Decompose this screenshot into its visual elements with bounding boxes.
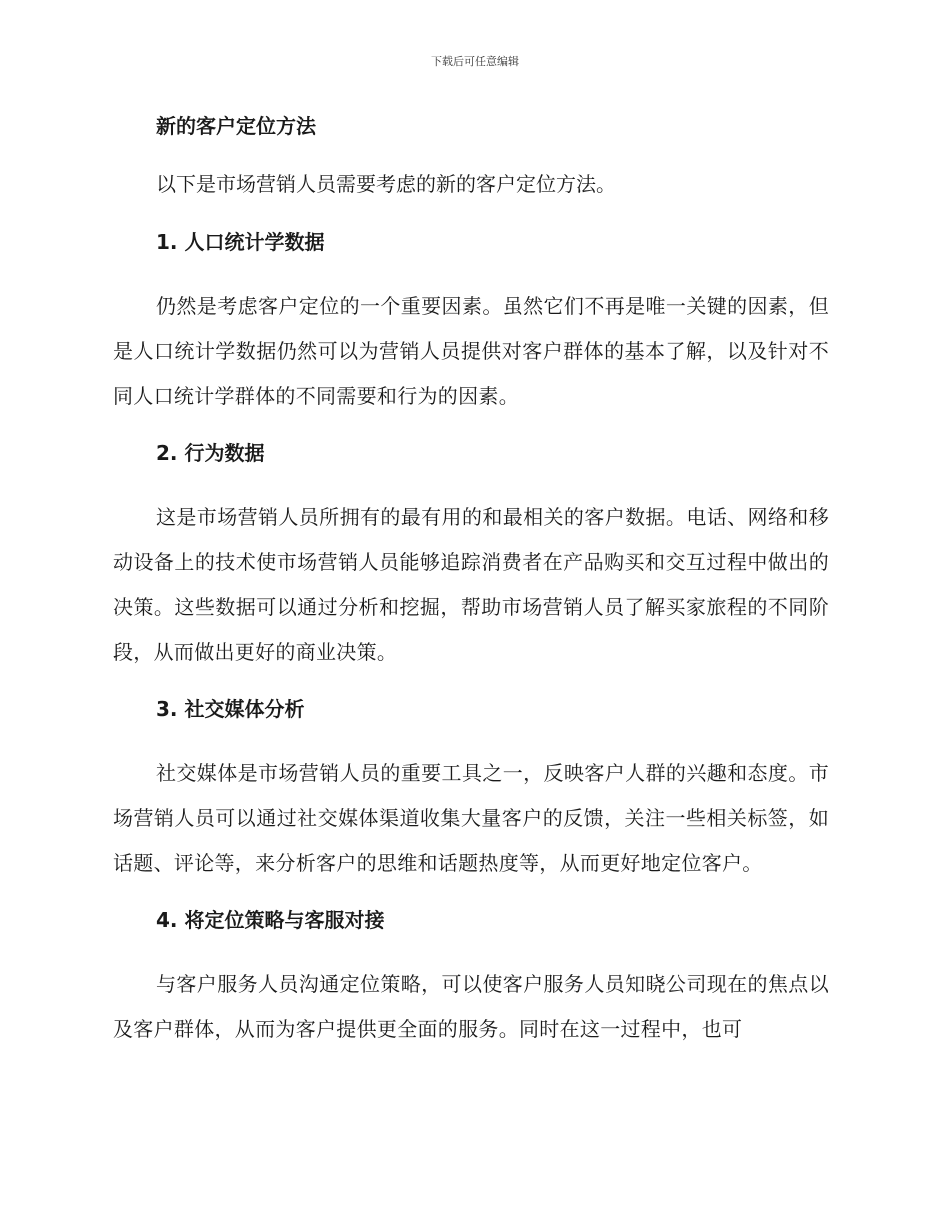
section-behavior-data bbox=[113, 437, 829, 675]
intro-paragraph: 以下是市场营销人员需要考虑的新的客户定位方法。 bbox=[156, 172, 616, 196]
section-paragraph: 与客户服务人员沟通定位策略，可以使客户服务人员知晓公司现在的焦点以及客户群体，从而为客户提供更全面的服务。同时在这一过程中，也可 bbox=[113, 972, 829, 1041]
section-social-media bbox=[113, 693, 829, 886]
section-heading: 4. 将定位策略与客服对接 bbox=[156, 908, 385, 932]
section-heading: 1. 人口统计学数据 bbox=[156, 230, 325, 254]
section-heading: 3. 社交媒体分析 bbox=[156, 697, 305, 721]
section-paragraph: 这是市场营销人员所拥有的最有用的和最相关的客户数据。电话、网络和移动设备上的技术使市场营销人员能够追踪消费者在产品购买和交互过程中做出的决策。这些数据可以通过分析和挖掘，帮助市场营销人员了解买家旅程的不同阶段，从而做出更好的商业决策。 bbox=[113, 505, 829, 664]
document-body bbox=[113, 110, 829, 1066]
page-header: 下载后可任意编辑 bbox=[431, 55, 519, 68]
section-paragraph: 仍然是考虑客户定位的一个重要因素。虽然它们不再是唯一关键的因素，但是人口统计学数据仍然可以为营销人员提供对客户群体的基本了解，以及针对不同人口统计学群体的不同需要和行为的因素。 bbox=[113, 294, 829, 408]
section-demographics bbox=[113, 226, 829, 419]
section-customer-service bbox=[113, 904, 829, 1052]
section-heading: 2. 行为数据 bbox=[156, 441, 265, 465]
section-paragraph: 社交媒体是市场营销人员的重要工具之一，反映客户人群的兴趣和态度。市场营销人员可以通过社交媒体渠道收集大量客户的反馈，关注一些相关标签，如话题、评论等，来分析客户的思维和话题热度等，从而更好地定位客户。 bbox=[113, 761, 829, 875]
document-title: 新的客户定位方法 bbox=[156, 114, 316, 138]
